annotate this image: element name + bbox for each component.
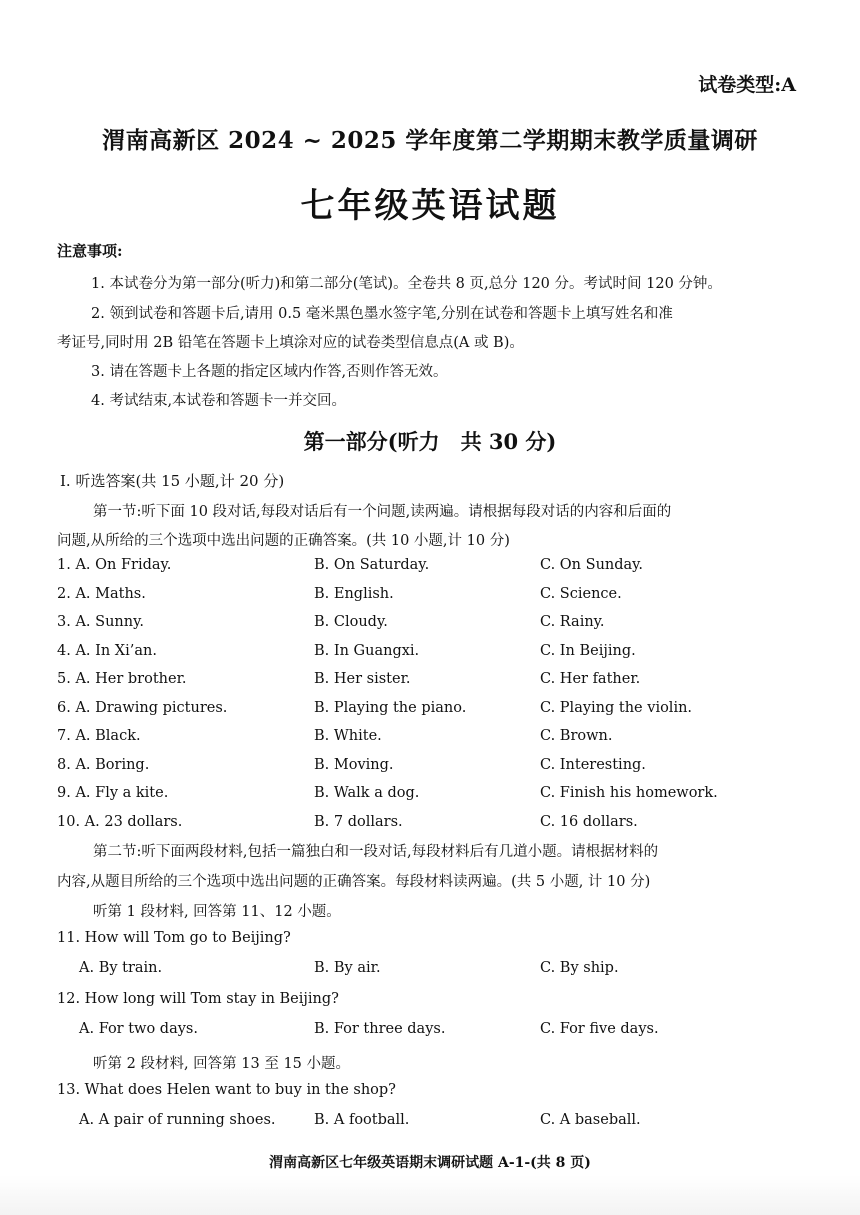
question-13-option-c: C. A baseball. <box>540 1112 641 1128</box>
question-10-option-c: C. 16 dollars. <box>540 814 638 830</box>
question-9-option-b: B. Walk a dog. <box>314 785 420 801</box>
question-10-option-b: B. 7 dollars. <box>314 814 403 830</box>
note-item: 4. 考试结束,本试卷和答题卡一并交回。 <box>91 393 347 409</box>
question-11-stem: 11. How will Tom go to Beijing? <box>57 930 291 946</box>
question-8-option-c: C. Interesting. <box>540 757 646 773</box>
question-13-stem: 13. What does Helen want to buy in the shop? <box>57 1082 396 1098</box>
question-1-option-a: 1. A. On Friday. <box>57 557 172 573</box>
question-6-option-b: B. Playing the piano. <box>314 700 467 716</box>
question-11-option-a: A. By train. <box>79 960 163 976</box>
question-5-option-c: C. Her father. <box>540 671 641 687</box>
question-4-option-b: B. In Guangxi. <box>314 643 420 659</box>
section1-intro: 第一节:听下面 10 段对话,每段对话后有一个问题,读两遍。请根据每段对话的内容和后面的 <box>93 504 672 520</box>
question-2-option-b: B. English. <box>314 586 394 602</box>
notes-heading: 注意事项: <box>57 242 123 260</box>
question-10-option-a: 10. A. 23 dollars. <box>57 814 183 830</box>
question-12-stem: 12. How long will Tom stay in Beijing? <box>57 991 339 1007</box>
section-title: Ⅰ. 听选答案(共 15 小题,计 20 分) <box>60 472 285 490</box>
question-12-option-a: A. For two days. <box>79 1021 198 1037</box>
question-4-option-a: 4. A. In Xi’an. <box>57 643 157 659</box>
question-3-option-a: 3. A. Sunny. <box>57 614 144 630</box>
question-11-option-c: C. By ship. <box>540 960 619 976</box>
section2-intro: 第二节:听下面两段材料,包括一篇独白和一段对话,每段材料后有几道小题。请根据材料的 <box>93 844 659 860</box>
exam-title: 渭南高新区 2024 ~ 2025 学年度第二学期期末教学质量调研 <box>102 127 758 154</box>
material1-label: 听第 1 段材料, 回答第 11、12 小题。 <box>93 904 341 920</box>
question-11-option-b: B. By air. <box>314 960 381 976</box>
part-title: 第一部分(听力 共 30 分) <box>303 429 557 454</box>
question-1-option-b: B. On Saturday. <box>314 557 430 573</box>
question-1-option-c: C. On Sunday. <box>540 557 644 573</box>
question-5-option-b: B. Her sister. <box>314 671 411 687</box>
question-12-option-c: C. For five days. <box>540 1021 659 1037</box>
note-item: 3. 请在答题卡上各题的指定区域内作答,否则作答无效。 <box>91 364 448 380</box>
note-item: 2. 领到试卷和答题卡后,请用 0.5 毫米黑色墨水签字笔,分别在试卷和答题卡上填写姓名和准 <box>91 306 673 322</box>
question-7-option-b: B. White. <box>314 728 382 744</box>
question-2-option-a: 2. A. Maths. <box>57 586 146 602</box>
question-8-option-b: B. Moving. <box>314 757 394 773</box>
question-4-option-c: C. In Beijing. <box>540 643 636 659</box>
page-footer: 渭南高新区七年级英语期末调研试题 A-1-(共 8 页) <box>269 1155 591 1171</box>
question-2-option-c: C. Science. <box>540 586 622 602</box>
question-13-option-b: B. A football. <box>314 1112 410 1128</box>
question-7-option-a: 7. A. Black. <box>57 728 141 744</box>
paper-type-label: 试卷类型:A <box>698 74 796 96</box>
question-9-option-a: 9. A. Fly a kite. <box>57 785 169 801</box>
question-5-option-a: 5. A. Her brother. <box>57 671 187 687</box>
question-7-option-c: C. Brown. <box>540 728 613 744</box>
question-6-option-a: 6. A. Drawing pictures. <box>57 700 228 716</box>
note-item-continued: 考证号,同时用 2B 铅笔在答题卡上填涂对应的试卷类型信息点(A 或 B)。 <box>57 335 524 351</box>
question-13-option-a: A. A pair of running shoes. <box>79 1112 276 1128</box>
scan-shadow <box>0 1175 860 1215</box>
section2-intro-continued: 内容,从题目所给的三个选项中选出问题的正确答案。每段材料读两遍。(共 5 小题, 计 10 分) <box>57 874 651 890</box>
question-8-option-a: 8. A. Boring. <box>57 757 150 773</box>
section1-intro-continued: 问题,从所给的三个选项中选出问题的正确答案。(共 10 小题,计 10 分) <box>57 533 510 549</box>
note-item: 1. 本试卷分为第一部分(听力)和第二部分(笔试)。全卷共 8 页,总分 120 分。考试时间 120 分钟。 <box>91 276 722 292</box>
exam-subtitle: 七年级英语试题 <box>300 186 560 226</box>
question-3-option-b: B. Cloudy. <box>314 614 388 630</box>
question-6-option-c: C. Playing the violin. <box>540 700 693 716</box>
question-12-option-b: B. For three days. <box>314 1021 446 1037</box>
question-3-option-c: C. Rainy. <box>540 614 605 630</box>
material2-label: 听第 2 段材料, 回答第 13 至 15 小题。 <box>93 1056 350 1072</box>
question-9-option-c: C. Finish his homework. <box>540 785 718 801</box>
